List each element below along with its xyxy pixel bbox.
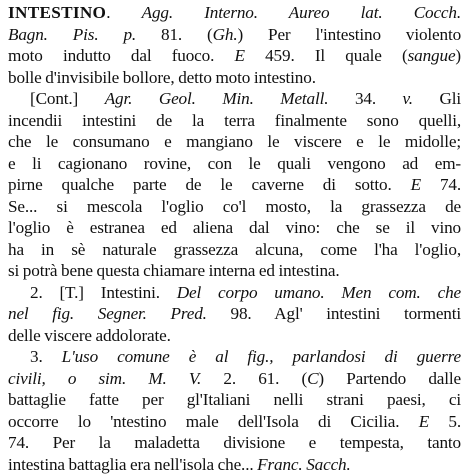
italic-text: E <box>419 412 429 431</box>
italic-text: E <box>411 175 421 194</box>
text-segment: Se... si mescola l'oglio co'l mosto, la grassezza de <box>8 197 461 216</box>
italic-text: nel fig. Segner. Pred. <box>8 304 207 323</box>
headword: INTESTINO <box>8 3 106 22</box>
italic-text: sangue <box>408 46 456 65</box>
text-line <box>8 2 461 24</box>
text-line <box>8 217 461 239</box>
text-segment: moto indutto dal fuoco. <box>8 46 235 65</box>
italic-text: E <box>235 46 245 65</box>
italic-text: Franc. Sacch. <box>257 455 350 474</box>
text-line <box>8 67 461 89</box>
text-segment: ) Per l'intestino violento <box>237 25 461 44</box>
text-line <box>8 389 461 411</box>
text-segment: ) <box>455 46 461 65</box>
text-line <box>8 131 461 153</box>
text-line <box>8 239 461 261</box>
italic-text: Agr. Geol. Min. Metall. <box>105 89 329 108</box>
text-segment: 3. <box>30 347 62 366</box>
text-segment: bolle d'invisibile bollore, detto moto intestino. <box>8 68 316 87</box>
text-segment: 5. <box>429 412 461 431</box>
text-segment: 98. Agl' intestini tormenti <box>207 304 461 323</box>
text-segment: battaglie fatte per gl'Italiani nelli strani paesi, ci <box>8 390 461 409</box>
text-segment: 34. <box>328 89 402 108</box>
text-segment: Gli <box>413 89 461 108</box>
text-segment: e li cagionano rovine, con le quali vengono ad em- <box>8 154 461 173</box>
text-line <box>8 368 461 390</box>
italic-text: C <box>307 369 318 388</box>
text-line <box>8 346 461 368</box>
italic-text: civili, o sim. M. V. <box>8 369 201 388</box>
text-segment: 74. <box>421 175 461 194</box>
text-segment: l'oglio è estranea ed aliena dal vino: che se il vino <box>8 218 461 237</box>
text-line <box>8 110 461 132</box>
text-segment: ) Partendo dalle <box>318 369 461 388</box>
text-segment: pirne qualche parte de le caverne di sotto. <box>8 175 411 194</box>
text-segment: 81. ( <box>136 25 213 44</box>
text-segment: 74. Per la maladetta divisione e tempesta, tanto <box>8 433 461 452</box>
text-segment: ha in sè naturale grassezza alcuna, come l'ha l'oglio, <box>8 240 461 259</box>
text-line <box>8 282 461 304</box>
italic-text: L'uso comune è al fig., parlandosi di guerre <box>62 347 461 366</box>
text-line <box>8 24 461 46</box>
dictionary-entry-intestino <box>8 2 461 475</box>
text-line <box>8 454 461 475</box>
text-line <box>8 196 461 218</box>
text-line <box>8 45 461 67</box>
italic-text: v. <box>403 89 413 108</box>
italic-text: Del corpo umano. Men com. che <box>177 283 461 302</box>
text-segment: intestina battaglia era nell'isola che... <box>8 455 257 474</box>
text-segment: incendii intestini de la terra finalmente sono quelli, <box>8 111 461 130</box>
text-segment: [Cont.] <box>30 89 105 108</box>
italic-text: Bagn. Pis. p. <box>8 25 136 44</box>
text-segment: 2. 61. ( <box>201 369 307 388</box>
text-line <box>8 153 461 175</box>
text-segment: 2. [T.] Intestini. <box>30 283 177 302</box>
text-segment: si potrà bene questa chiamare interna ed intestina. <box>8 261 340 280</box>
italic-text: Gh. <box>213 25 238 44</box>
text-segment: delle viscere addolorate. <box>8 326 171 345</box>
text-line <box>8 260 461 282</box>
text-line <box>8 88 461 110</box>
italic-text: Agg. Interno. Aureo lat. Cocch. <box>142 3 461 22</box>
text-line <box>8 174 461 196</box>
text-line <box>8 303 461 325</box>
text-line <box>8 325 461 347</box>
text-segment: occorre lo 'ntestino male dell'Isola di Cicilia. <box>8 412 419 431</box>
text-segment: 459. Il quale ( <box>245 46 408 65</box>
text-segment: . <box>106 3 141 22</box>
text-line <box>8 411 461 433</box>
text-segment: che le consumano e mangiano le viscere e le midolle; <box>8 132 461 151</box>
text-line <box>8 432 461 454</box>
